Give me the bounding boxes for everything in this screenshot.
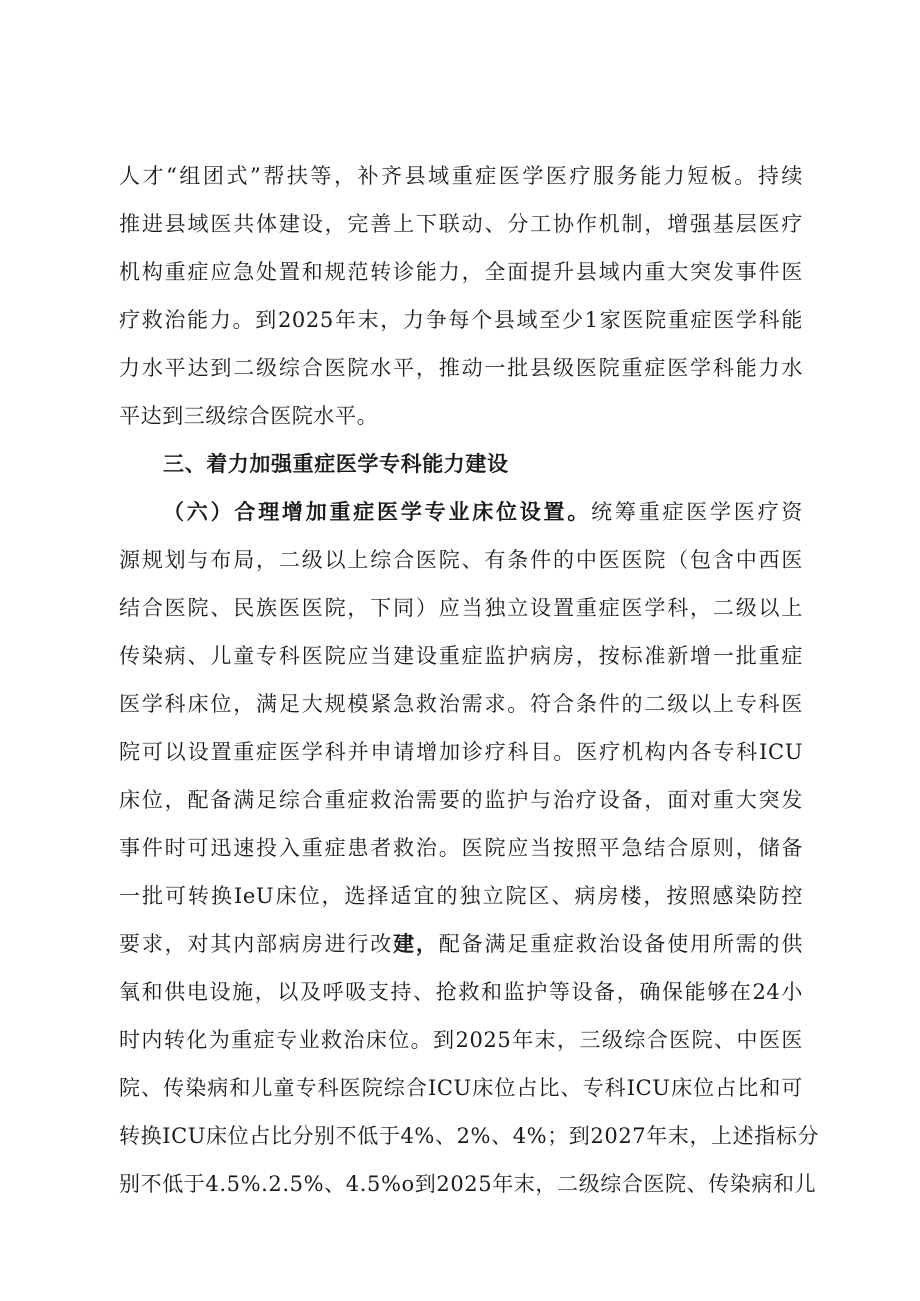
paragraph-line: 机构重症应急处置和规范转诊能力，全面提升县域内重大突发事件医 <box>119 260 803 284</box>
line-text: 配备满足重症救治设备使用所需的供 <box>438 932 803 956</box>
paragraph-line: 平达到三级综合医院水平。 <box>119 404 379 428</box>
paragraph-line: 院可以设置重症医学科并申请增加诊疗科目。医疗机构内各专科ICU <box>119 740 803 764</box>
paragraph-line: 转换ICU床位占比分别不低于4%、2%、4%；到2027年末，上述指标分 <box>119 1124 820 1148</box>
lead-text: 统筹重症医学医疗资 <box>591 500 803 524</box>
paragraph-line: 氧和供电设施，以及呼吸支持、抢救和监护等设备，确保能够在24小 <box>119 980 803 1004</box>
paragraph-line: 人才“组团式”帮扶等，补齐县域重症医学医疗服务能力短板。持续 <box>119 164 803 188</box>
paragraph-line: 结合医院、民族医医院，下同）应当独立设置重症医学科，二级以上 <box>119 596 803 620</box>
paragraph-line: 推进县域医共体建设，完善上下联动、分工协作机制，增强基层医疗 <box>119 212 803 236</box>
paragraph-line: 时内转化为重症专业救治床位。到2025年末，三级综合医院、中医医 <box>119 1028 803 1052</box>
paragraph-line: 一批可转换IeU床位，选择适宜的独立院区、病房楼，按照感染防控 <box>119 884 803 908</box>
paragraph-line: 医学科床位，满足大规模紧急救治需求。符合条件的二级以上专科医 <box>119 692 803 716</box>
paragraph-line: 疗救治能力。到2025年末，力争每个县域至少1家医院重症医学科能 <box>119 308 803 332</box>
paragraph-lead-line <box>119 497 803 527</box>
paragraph-line: 院、传染病和儿童专科医院综合ICU床位占比、专科ICU床位占比和可 <box>119 1076 803 1100</box>
paragraph-line: 床位，配备满足综合重症救治需要的监护与治疗设备，面对重大突发 <box>119 788 803 812</box>
bold-word: 建， <box>393 932 439 956</box>
paragraph-line: 力水平达到二级综合医院水平，推动一批县级医院重症医学科能力水 <box>119 356 803 380</box>
paragraph-line <box>119 929 803 959</box>
paragraph-line: 别不低于4.5%.2.5%、4.5%o到2025年末，二级综合医院、传染病和儿 <box>119 1172 817 1196</box>
line-text: 要求，对其内部病房进行改 <box>119 932 394 956</box>
subsection-title: （六）合理增加重症医学专业床位设置。 <box>163 500 592 524</box>
paragraph-line: 源规划与布局，二级以上综合医院、有条件的中医医院（包含中西医 <box>119 548 803 572</box>
paragraph-line: 事件时可迅速投入重症患者救治。医院应当按照平急结合原则，储备 <box>119 836 803 860</box>
paragraph-line: 传染病、儿童专科医院应当建设重症监护病房，按标准新增一批重症 <box>119 644 803 668</box>
section-heading: 三、着力加强重症医学专科能力建设 <box>163 452 509 476</box>
